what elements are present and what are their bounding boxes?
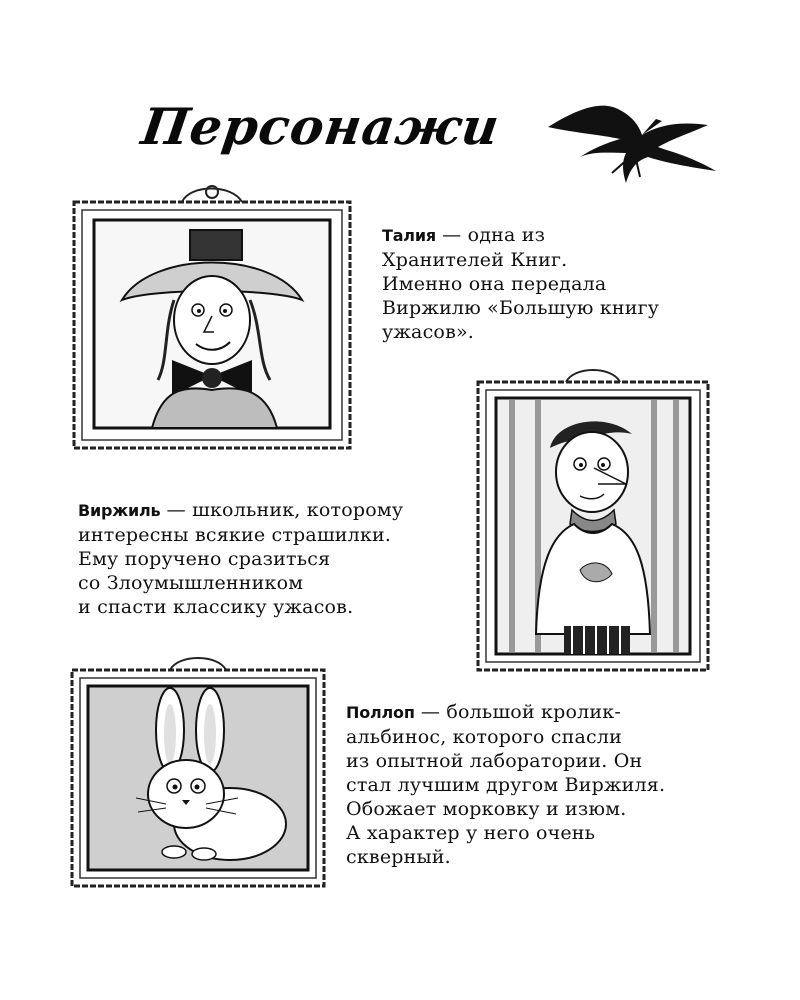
bio-line: Талия — одна из	[382, 224, 546, 246]
virgil-bio	[78, 498, 403, 619]
bio-line: из опытной лаборатории. Он	[346, 750, 643, 772]
thalia-portrait	[72, 180, 354, 452]
thalia-portrait-frame	[72, 180, 354, 452]
bio-line: и спасти классику ужасов.	[78, 596, 354, 618]
character-name: Талия	[382, 226, 436, 245]
bio-line: со Злоумышленником	[78, 572, 304, 594]
bio-line: Виржилю «Большую книгу	[382, 297, 660, 319]
thalia-bio	[382, 223, 659, 344]
bio-line: скверный.	[346, 846, 451, 868]
bio-line: Поллоп — большой кролик-	[346, 701, 621, 723]
pollop-bio	[346, 700, 665, 869]
bio-line: Именно она передала	[382, 273, 607, 295]
character-name: Виржиль	[78, 501, 161, 520]
pterodactyl-icon	[540, 95, 720, 190]
bio-line: интересны всякие страшилки.	[78, 524, 392, 546]
pollop-portrait-frame	[70, 654, 326, 890]
bio-line: Виржиль — школьник, которому	[78, 499, 404, 521]
bio-line: альбинос, которого спасли	[346, 726, 622, 748]
pollop-portrait	[70, 654, 326, 890]
page-title: Персонажи	[137, 97, 504, 156]
bio-line: стал лучшим другом Виржиля.	[346, 774, 666, 796]
bio-line: ужасов».	[382, 321, 475, 343]
bio-line: А характер у него очень	[346, 822, 596, 844]
virgil-portrait	[476, 364, 710, 674]
virgil-portrait-frame	[476, 364, 710, 674]
bio-line: Обожает морковку и изюм.	[346, 798, 627, 820]
bio-line: Ему поручено сразиться	[78, 548, 331, 570]
bio-line: Хранителей Книг.	[382, 249, 568, 271]
character-name: Поллоп	[346, 703, 415, 722]
